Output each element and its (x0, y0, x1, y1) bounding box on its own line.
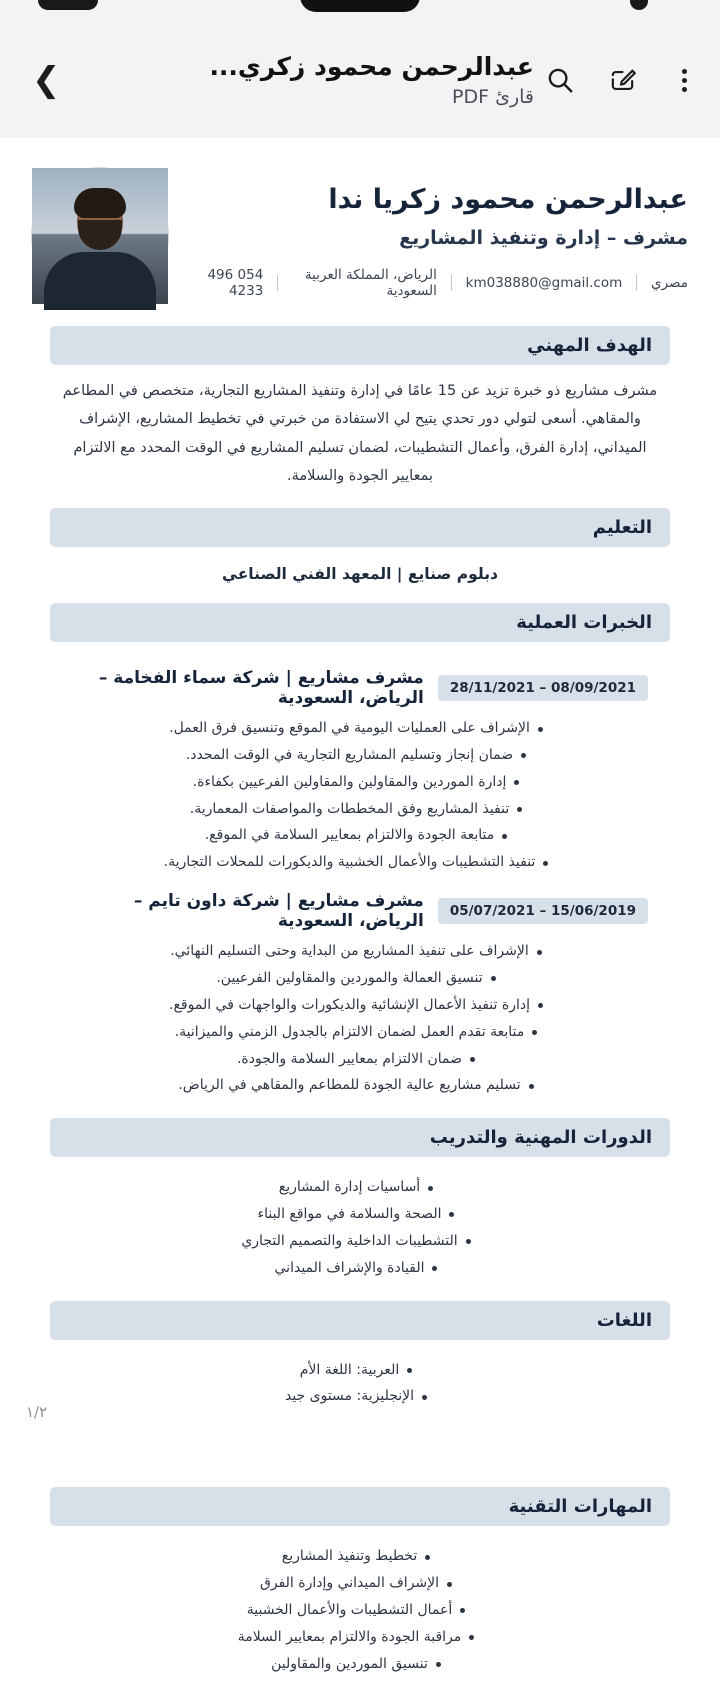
list-item: أعمال التشطيبات والأعمال الخشبية (62, 1598, 658, 1625)
contact-divider-3 (636, 275, 637, 291)
contact-location: الرياض، المملكة العربية السعودية (304, 267, 437, 299)
list-item: القيادة والإشراف الميداني (62, 1256, 658, 1283)
list-item: إدارة تنفيذ الأعمال الإنشائية والديكورات والواجهات في الموقع. (62, 993, 658, 1020)
kebab-dots (682, 69, 687, 92)
section-header-education (50, 508, 670, 547)
contact-phone: 054 496 4233 (207, 267, 264, 299)
status-bar (0, 0, 720, 22)
app-bar-actions (538, 60, 704, 100)
candidate-name: عبدالرحمن محمود زكريا ندا (328, 184, 688, 215)
list-item: ضمان إنجاز وتسليم المشاريع التجارية في الوقت المحدد. (62, 743, 658, 770)
education-line: دبلوم صنايع | المعهد الفني الصناعي (222, 565, 498, 584)
list-item: مراقبة الجودة والالتزام بمعايير السلامة (62, 1625, 658, 1652)
job-bullets (62, 716, 658, 877)
app-subtitle: قارئ PDF (452, 86, 534, 108)
job-header (62, 887, 658, 933)
status-bar-pill-left (38, 0, 98, 10)
list-item: تخطيط وتنفيذ المشاريع (62, 1544, 658, 1571)
list-item: الصحة والسلامة في مواقع البناء (62, 1202, 658, 1229)
pdf-page-1 (0, 138, 720, 1431)
list-item: تسليم مشاريع عالية الجودة للمطاعم والمقاهي في الرياض. (62, 1073, 658, 1100)
list-item: ضمان الالتزام بمعايير السلامة والجودة. (62, 1047, 658, 1074)
list-item: تنفيذ المشاريع وفق المخططات والمواصفات المعمارية. (62, 797, 658, 824)
page-number: ١/٢ (26, 1403, 48, 1422)
section-body-education (28, 547, 692, 587)
section-header-skills (50, 1487, 670, 1526)
objective-text: مشرف مشاريع ذو خبرة تزيد عن 15 عامًا في إدارة وتنفيذ المشاريع التجارية، متخصص في المطاعم والمقاهي. أسعى لتولي دور تحدي يتيح لي الاستفادة من خبرتي في تخطيط المشاريع، الإشراف الميداني، إدارة الفرق، وأعمال التشطيبات، لضمان تسليم المشاريع في الوقت المحدد مع الالتزام بمعايير الجودة والسلامة. (62, 383, 658, 484)
contact-divider-2 (451, 275, 452, 291)
job-title: مشرف مشاريع | شركة سماء الفخامة – الرياض، السعودية (98, 668, 424, 709)
candidate-role: مشرف – إدارة وتنفيذ المشاريع (399, 227, 688, 249)
contact-email: km038880@gmail.com (465, 275, 623, 291)
status-bar-notch (300, 0, 420, 12)
contact-nationality: مصري (651, 275, 689, 291)
list-item: تنسيق الموردين والمقاولين (62, 1652, 658, 1679)
search-icon[interactable] (540, 60, 580, 100)
pdf-viewport[interactable] (0, 138, 720, 1672)
section-body-objective (28, 365, 692, 492)
section-body-experience (28, 642, 692, 1102)
list-item: متابعة تقدم العمل لضمان الالتزام بالجدول الزمني والميزانية. (62, 1020, 658, 1047)
page-title: عبدالرحمن محمود زكري... (209, 52, 534, 81)
list-item: الإشراف على تنفيذ المشاريع من البداية وحتى التسليم النهائي. (62, 939, 658, 966)
job-title: مشرف مشاريع | شركة داون تايم – الرياض، السعودية (133, 891, 424, 932)
job-entry (62, 664, 658, 877)
contact-row (190, 267, 688, 299)
list-item: متابعة الجودة والالتزام بمعايير السلامة في الموقع. (62, 823, 658, 850)
job-entry (62, 887, 658, 1100)
job-header (62, 664, 658, 710)
pdf-page-2 (0, 1445, 720, 1698)
list-item: تنفيذ التشطيبات والأعمال الخشبية والديكورات للمحلات التجارية. (62, 850, 658, 877)
section-title-courses: الدورات المهنية والتدريب (429, 1127, 652, 1149)
job-date-badge: 05/07/2021 – 15/06/2019 (438, 898, 648, 924)
back-chevron-icon[interactable]: ❯ (32, 60, 61, 100)
section-title-education: التعليم (592, 517, 652, 539)
list-item: الإنجليزية: مستوى جيد (62, 1384, 658, 1411)
app-bar (0, 22, 720, 138)
list-item: العربية: اللغة الأم (62, 1358, 658, 1385)
section-body-skills (28, 1526, 692, 1680)
job-date-badge: 28/11/2021 – 08/09/2021 (438, 675, 648, 701)
section-body-languages (28, 1340, 692, 1414)
list-item: التشطيبات الداخلية والتصميم التجاري (62, 1229, 658, 1256)
section-body-courses (28, 1157, 692, 1284)
list-item: إدارة الموردين والمقاولين والمقاولين الفرعيين بكفاءة. (62, 770, 658, 797)
contact-divider-1 (277, 275, 278, 291)
courses-list (62, 1175, 658, 1282)
section-title-languages: اللغات (596, 1309, 652, 1331)
list-item: الإشراف على العمليات اليومية في الموقع وتنسيق فرق العمل. (62, 716, 658, 743)
section-title-experience: الخبرات العملية (516, 612, 652, 634)
list-item: تنسيق العمالة والموردين والمقاولين الفرعيين. (62, 966, 658, 993)
cv-header (28, 164, 692, 310)
more-vertical-icon[interactable] (664, 60, 704, 100)
skills-list (62, 1544, 658, 1678)
section-title-objective: الهدف المهني (527, 335, 652, 356)
section-header-courses (50, 1118, 670, 1157)
section-header-languages (50, 1301, 670, 1340)
section-title-skills: المهارات التقنية (508, 1496, 652, 1518)
languages-list (62, 1358, 658, 1412)
edit-icon[interactable] (602, 60, 642, 100)
avatar (32, 168, 168, 304)
app-bar-titles (71, 52, 539, 108)
status-bar-camera (630, 0, 648, 10)
job-bullets (62, 939, 658, 1100)
cv-header-info (190, 168, 688, 299)
section-header-experience (50, 603, 670, 642)
list-item: أساسيات إدارة المشاريع (62, 1175, 658, 1202)
list-item: الإشراف الميداني وإدارة الفرق (62, 1571, 658, 1598)
section-header-objective (50, 326, 670, 365)
